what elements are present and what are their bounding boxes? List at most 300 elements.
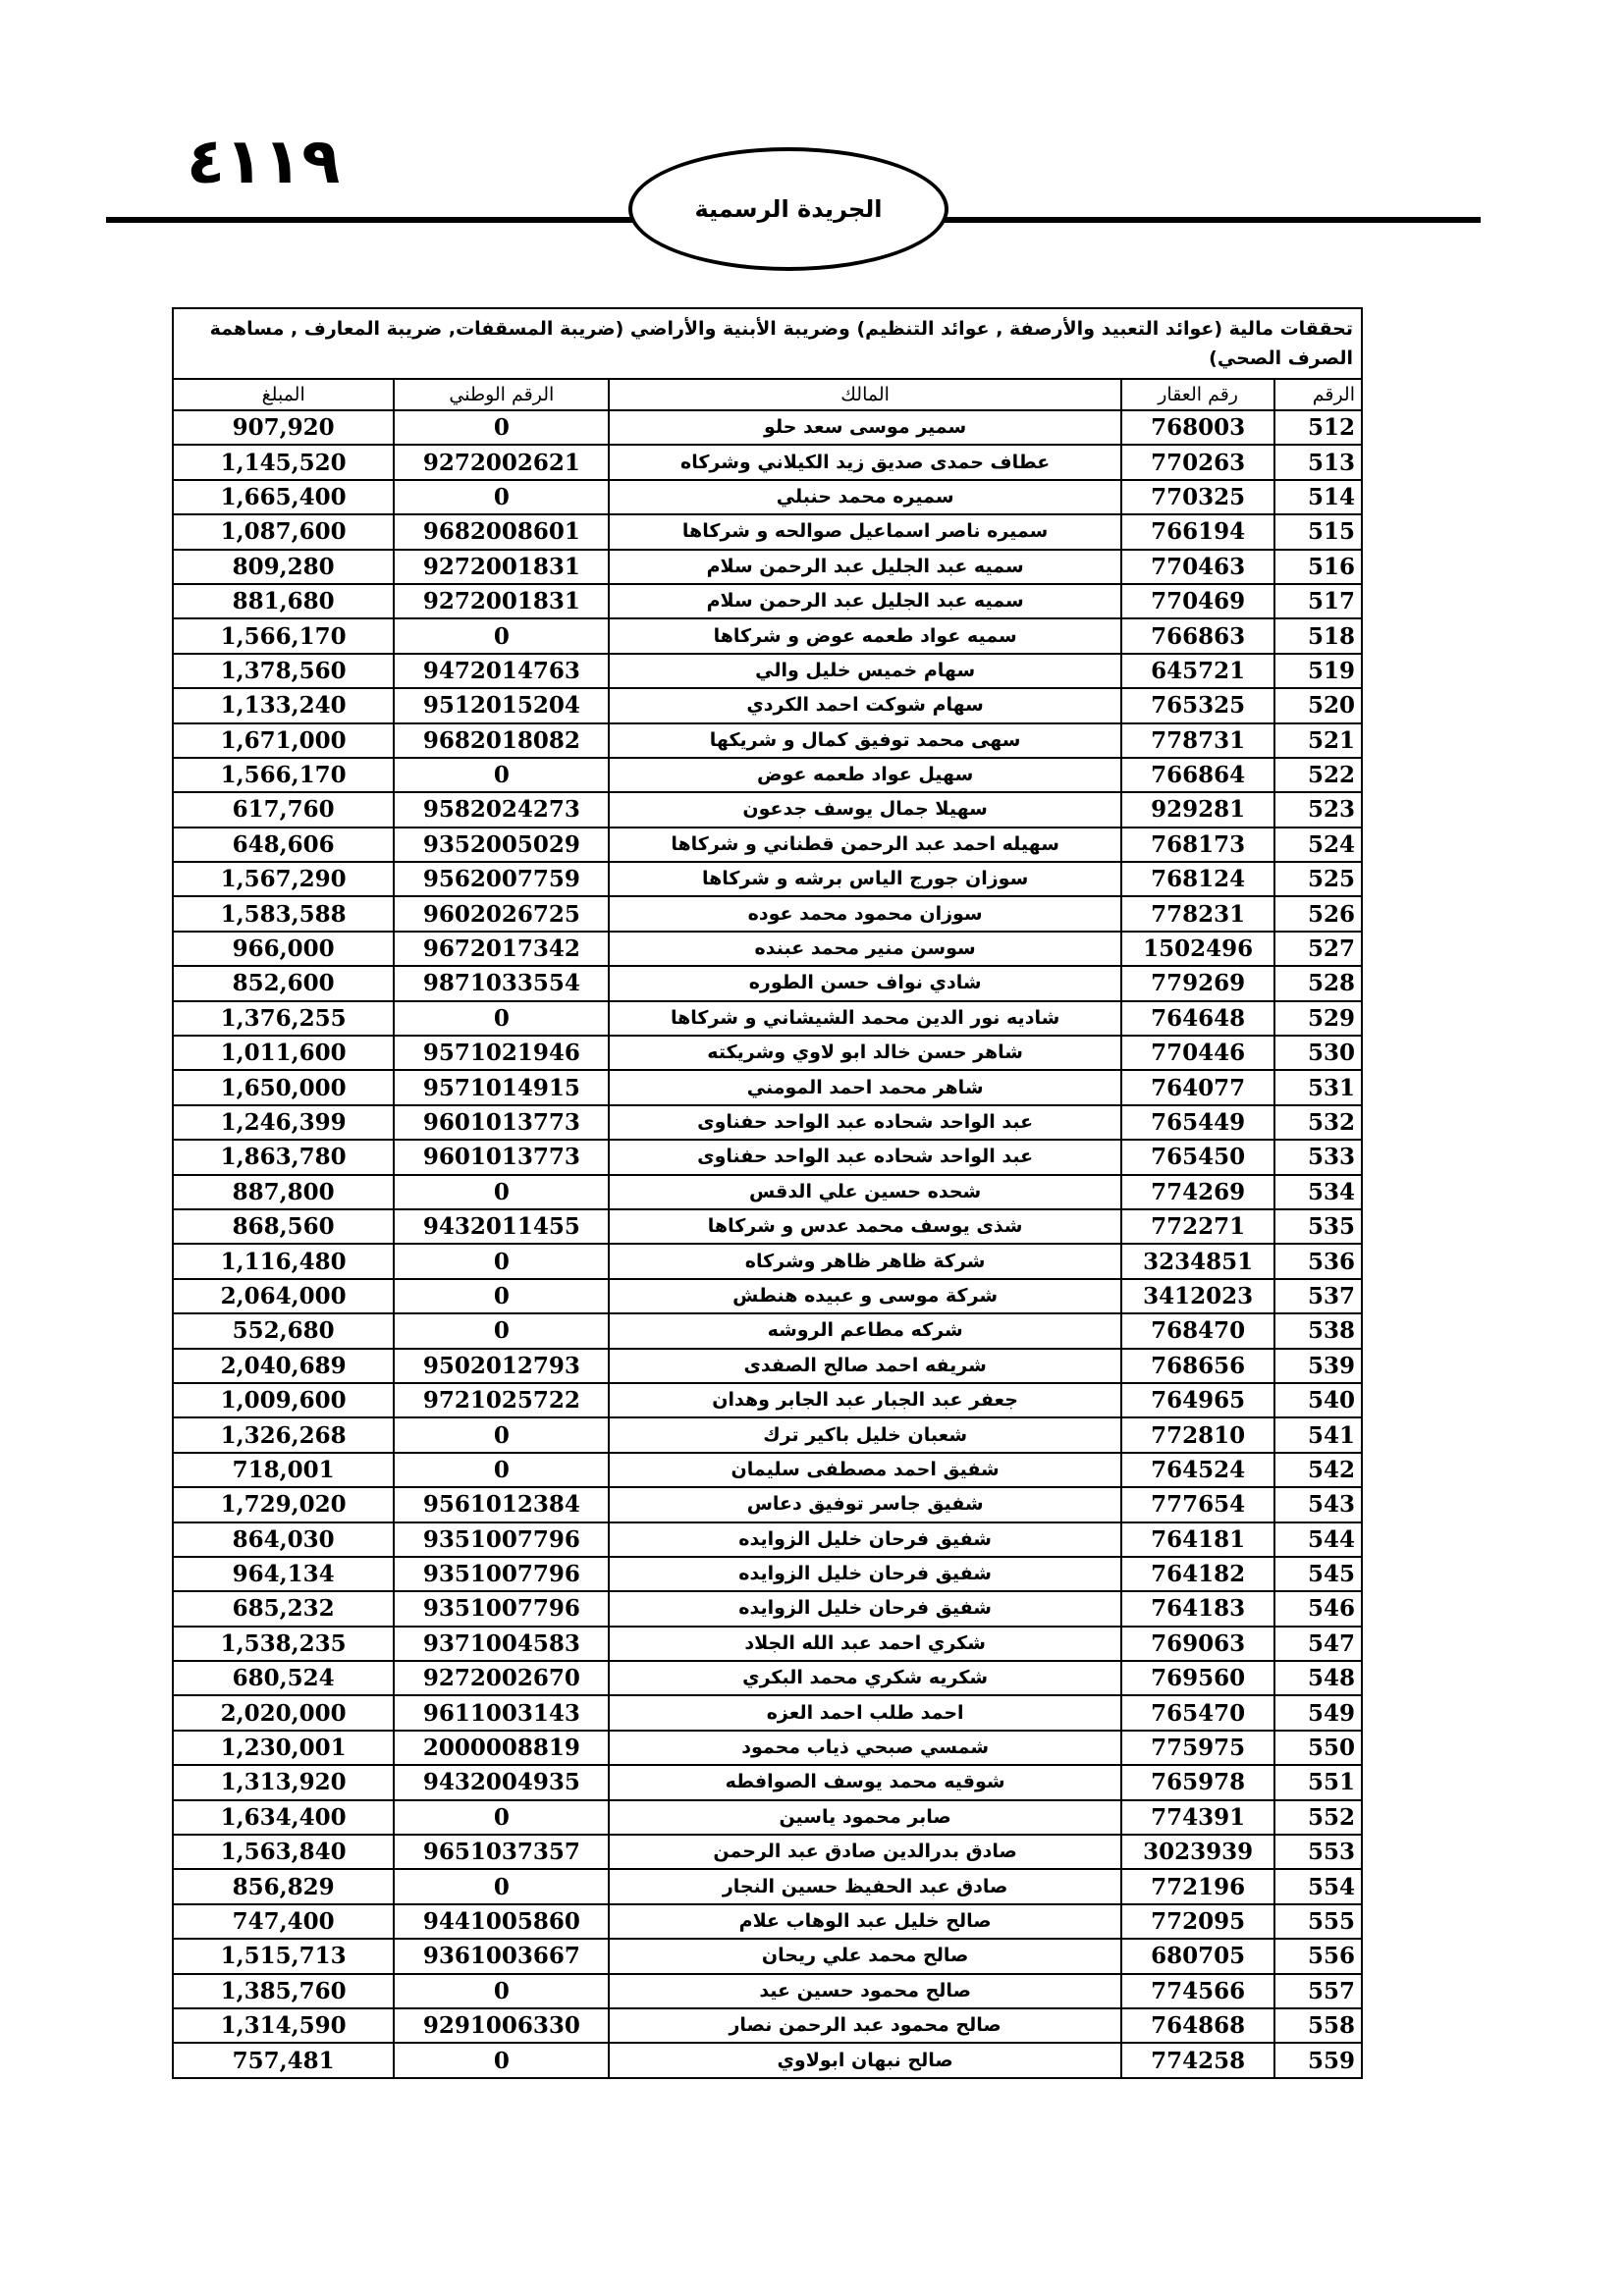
national-id: 9472014763 xyxy=(394,654,609,688)
table-body xyxy=(173,410,1362,2078)
row-index: 514 xyxy=(1274,480,1362,514)
amount: 1,515,713 xyxy=(173,1939,394,1973)
amount: 1,145,520 xyxy=(173,445,394,479)
national-id: 0 xyxy=(394,1279,609,1313)
table-row xyxy=(173,1140,1362,1174)
amount: 1,729,020 xyxy=(173,1487,394,1522)
table-row xyxy=(173,1244,1362,1278)
owner-name: سهيل عواد طعمه عوض xyxy=(609,758,1121,792)
national-id: 0 xyxy=(394,480,609,514)
row-index: 535 xyxy=(1274,1209,1362,1244)
table-caption: تحققات مالية (عوائد التعبيد والأرصفة , عوائد التنظيم) وضريبة الأبنية والأراضي (ضريبة المسقفات, ضريبة المعارف , مساهمة الصرف الصحي) xyxy=(173,308,1362,379)
national-id: 9371004583 xyxy=(394,1627,609,1661)
row-index: 541 xyxy=(1274,1417,1362,1452)
owner-name: سهام خميس خليل والي xyxy=(609,654,1121,688)
owner-name: شمسي صبحي ذياب محمود xyxy=(609,1731,1121,1765)
amount: 1,563,840 xyxy=(173,1835,394,1869)
national-id: 0 xyxy=(394,758,609,792)
column-header-owner: المالك xyxy=(609,379,1121,410)
row-index: 557 xyxy=(1274,1974,1362,2008)
owner-name: سميره محمد حنبلي xyxy=(609,480,1121,514)
table-row xyxy=(173,2043,1362,2077)
table-row xyxy=(173,1001,1362,1036)
amount: 685,232 xyxy=(173,1591,394,1626)
table-row xyxy=(173,1417,1362,1452)
amount: 2,064,000 xyxy=(173,1279,394,1313)
row-index: 558 xyxy=(1274,2008,1362,2043)
row-index: 542 xyxy=(1274,1453,1362,1487)
row-index: 527 xyxy=(1274,932,1362,966)
owner-name: شفيق فرحان خليل الزوايده xyxy=(609,1522,1121,1557)
owner-name: شعبان خليل باكير ترك xyxy=(609,1417,1121,1452)
owner-name: سهيلا جمال يوسف جدعون xyxy=(609,792,1121,827)
property-number: 766863 xyxy=(1121,618,1274,653)
amount: 1,634,400 xyxy=(173,1800,394,1835)
property-number: 768003 xyxy=(1121,410,1274,445)
amount: 1,566,170 xyxy=(173,618,394,653)
table-row xyxy=(173,1661,1362,1695)
amount: 1,671,000 xyxy=(173,723,394,758)
property-number: 764182 xyxy=(1121,1557,1274,1591)
row-index: 524 xyxy=(1274,828,1362,862)
national-id: 9571014915 xyxy=(394,1070,609,1104)
amount: 1,009,600 xyxy=(173,1383,394,1417)
owner-name: صادق عبد الحفيظ حسين النجار xyxy=(609,1869,1121,1903)
owner-name: شكري احمد عبد الله الجلاد xyxy=(609,1627,1121,1661)
national-id: 9871033554 xyxy=(394,966,609,1000)
national-id: 9571021946 xyxy=(394,1036,609,1070)
row-index: 528 xyxy=(1274,966,1362,1000)
property-number: 768124 xyxy=(1121,862,1274,896)
amount: 1,376,255 xyxy=(173,1001,394,1036)
row-index: 543 xyxy=(1274,1487,1362,1522)
national-id: 9562007759 xyxy=(394,862,609,896)
property-number: 777654 xyxy=(1121,1487,1274,1522)
owner-name: سميه عبد الجليل عبد الرحمن سلام xyxy=(609,584,1121,618)
property-number: 768173 xyxy=(1121,828,1274,862)
national-id: 9272002621 xyxy=(394,445,609,479)
owner-name: شاهر محمد احمد المومني xyxy=(609,1070,1121,1104)
national-id: 9291006330 xyxy=(394,2008,609,2043)
national-id: 9672017342 xyxy=(394,932,609,966)
amount: 1,665,400 xyxy=(173,480,394,514)
national-id: 9561012384 xyxy=(394,1487,609,1522)
national-id: 9601013773 xyxy=(394,1105,609,1140)
national-id: 9682018082 xyxy=(394,723,609,758)
table-row xyxy=(173,1105,1362,1140)
owner-name: شاديه نور الدين محمد الشيشاني و شركاها xyxy=(609,1001,1121,1036)
table-row xyxy=(173,1070,1362,1104)
owner-name: سهى محمد توفيق كمال و شريكها xyxy=(609,723,1121,758)
table-row xyxy=(173,1522,1362,1557)
owner-name: صالح محمد علي ريحان xyxy=(609,1939,1121,1973)
national-id: 9272001831 xyxy=(394,584,609,618)
table-row xyxy=(173,862,1362,896)
owner-name: صالح خليل عبد الوهاب علام xyxy=(609,1904,1121,1939)
table-row xyxy=(173,758,1362,792)
national-id: 9351007796 xyxy=(394,1591,609,1626)
property-number: 770325 xyxy=(1121,480,1274,514)
national-id: 9611003143 xyxy=(394,1695,609,1730)
row-index: 544 xyxy=(1274,1522,1362,1557)
table-row xyxy=(173,1487,1362,1522)
owner-name: شركه مطاعم الروشه xyxy=(609,1313,1121,1348)
amount: 1,538,235 xyxy=(173,1627,394,1661)
national-id: 0 xyxy=(394,618,609,653)
property-number: 764181 xyxy=(1121,1522,1274,1557)
financial-claims-table xyxy=(172,307,1363,2079)
owner-name: سمير موسى سعد حلو xyxy=(609,410,1121,445)
table-row xyxy=(173,1695,1362,1730)
owner-name: شوقيه محمد يوسف الصوافطه xyxy=(609,1765,1121,1799)
owner-name: شركة موسى و عبيده هنطش xyxy=(609,1279,1121,1313)
owner-name: صالح محمود حسين عيد xyxy=(609,1974,1121,2008)
amount: 747,400 xyxy=(173,1904,394,1939)
property-number: 778231 xyxy=(1121,896,1274,931)
national-id: 9351007796 xyxy=(394,1557,609,1591)
row-index: 537 xyxy=(1274,1279,1362,1313)
property-number: 772271 xyxy=(1121,1209,1274,1244)
owner-name: شفيق فرحان خليل الزوايده xyxy=(609,1591,1121,1626)
owner-name: شريفه احمد صالح الصفدى xyxy=(609,1349,1121,1383)
table-row xyxy=(173,932,1362,966)
amount: 852,600 xyxy=(173,966,394,1000)
amount: 856,829 xyxy=(173,1869,394,1903)
row-index: 536 xyxy=(1274,1244,1362,1278)
amount: 1,314,590 xyxy=(173,2008,394,2043)
owner-name: شفيق جاسر توفيق دعاس xyxy=(609,1487,1121,1522)
national-id: 0 xyxy=(394,1453,609,1487)
row-index: 546 xyxy=(1274,1591,1362,1626)
owner-name: شحده حسين علي الدقس xyxy=(609,1175,1121,1209)
table-row xyxy=(173,1869,1362,1903)
owner-name: صالح محمود عبد الرحمن نصار xyxy=(609,2008,1121,2043)
national-id: 9601013773 xyxy=(394,1140,609,1174)
amount: 881,680 xyxy=(173,584,394,618)
owner-name: صالح نبهان ابولاوي xyxy=(609,2043,1121,2077)
gazette-title-oval xyxy=(628,147,948,271)
table-row xyxy=(173,1349,1362,1383)
row-index: 517 xyxy=(1274,584,1362,618)
national-id: 9352005029 xyxy=(394,828,609,862)
national-id: 9721025722 xyxy=(394,1383,609,1417)
national-id: 0 xyxy=(394,1800,609,1835)
property-number: 765450 xyxy=(1121,1140,1274,1174)
table-row xyxy=(173,723,1362,758)
table-row xyxy=(173,1591,1362,1626)
owner-name: صابر محمود ياسين xyxy=(609,1800,1121,1835)
table-row xyxy=(173,410,1362,445)
table-row xyxy=(173,480,1362,514)
amount: 617,760 xyxy=(173,792,394,827)
row-index: 534 xyxy=(1274,1175,1362,1209)
property-number: 3023939 xyxy=(1121,1835,1274,1869)
amount: 1,863,780 xyxy=(173,1140,394,1174)
property-number: 768470 xyxy=(1121,1313,1274,1348)
property-number: 764648 xyxy=(1121,1001,1274,1036)
table-row xyxy=(173,618,1362,653)
amount: 2,020,000 xyxy=(173,1695,394,1730)
property-number: 764965 xyxy=(1121,1383,1274,1417)
row-index: 515 xyxy=(1274,514,1362,549)
row-index: 516 xyxy=(1274,550,1362,584)
page-number: ٤١١٩ xyxy=(187,126,341,198)
table-row xyxy=(173,550,1362,584)
row-index: 522 xyxy=(1274,758,1362,792)
property-number: 779269 xyxy=(1121,966,1274,1000)
row-index: 513 xyxy=(1274,445,1362,479)
owner-name: شفيق احمد مصطفى سليمان xyxy=(609,1453,1121,1487)
table-row xyxy=(173,584,1362,618)
national-id: 0 xyxy=(394,1417,609,1452)
amount: 1,650,000 xyxy=(173,1070,394,1104)
amount: 1,246,399 xyxy=(173,1105,394,1140)
table-header-row xyxy=(173,379,1362,410)
table-row xyxy=(173,1383,1362,1417)
property-number: 772810 xyxy=(1121,1417,1274,1452)
property-number: 772095 xyxy=(1121,1904,1274,1939)
table-caption-row xyxy=(173,308,1362,379)
amount: 1,326,268 xyxy=(173,1417,394,1452)
row-index: 523 xyxy=(1274,792,1362,827)
column-header-index: الرقم xyxy=(1274,379,1362,410)
row-index: 525 xyxy=(1274,862,1362,896)
property-number: 769560 xyxy=(1121,1661,1274,1695)
row-index: 559 xyxy=(1274,2043,1362,2077)
national-id: 9512015204 xyxy=(394,688,609,722)
row-index: 530 xyxy=(1274,1036,1362,1070)
row-index: 521 xyxy=(1274,723,1362,758)
property-number: 3234851 xyxy=(1121,1244,1274,1278)
row-index: 553 xyxy=(1274,1835,1362,1869)
property-number: 770446 xyxy=(1121,1036,1274,1070)
property-number: 764868 xyxy=(1121,2008,1274,2043)
table-row xyxy=(173,1036,1362,1070)
row-index: 556 xyxy=(1274,1939,1362,1973)
property-number: 766194 xyxy=(1121,514,1274,549)
national-id: 0 xyxy=(394,1974,609,2008)
national-id: 9272002670 xyxy=(394,1661,609,1695)
owner-name: عبد الواحد شحاده عبد الواحد حفناوى xyxy=(609,1140,1121,1174)
table-row xyxy=(173,1279,1362,1313)
column-header-amount: المبلغ xyxy=(173,379,394,410)
national-id: 9682008601 xyxy=(394,514,609,549)
property-number: 774566 xyxy=(1121,1974,1274,2008)
table-row xyxy=(173,828,1362,862)
property-number: 645721 xyxy=(1121,654,1274,688)
amount: 1,313,920 xyxy=(173,1765,394,1799)
amount: 2,040,689 xyxy=(173,1349,394,1383)
national-id: 9441005860 xyxy=(394,1904,609,1939)
national-id: 0 xyxy=(394,2043,609,2077)
national-id: 9582024273 xyxy=(394,792,609,827)
national-id: 0 xyxy=(394,1175,609,1209)
property-number: 775975 xyxy=(1121,1731,1274,1765)
column-header-property: رقم العقار xyxy=(1121,379,1274,410)
table-row xyxy=(173,1939,1362,1973)
column-header-national-id: الرقم الوطني xyxy=(394,379,609,410)
table-row xyxy=(173,1731,1362,1765)
table-row xyxy=(173,2008,1362,2043)
amount: 1,133,240 xyxy=(173,688,394,722)
row-index: 518 xyxy=(1274,618,1362,653)
property-number: 772196 xyxy=(1121,1869,1274,1903)
national-id: 9432004935 xyxy=(394,1765,609,1799)
owner-name: جعفر عبد الجبار عبد الجابر وهدان xyxy=(609,1383,1121,1417)
national-id: 9361003667 xyxy=(394,1939,609,1973)
gazette-title: الجريدة الرسمية xyxy=(694,195,883,223)
owner-name: شفيق فرحان خليل الزوايده xyxy=(609,1557,1121,1591)
owner-name: صادق بدرالدين صادق عبد الرحمن xyxy=(609,1835,1121,1869)
table-row xyxy=(173,792,1362,827)
row-index: 548 xyxy=(1274,1661,1362,1695)
row-index: 529 xyxy=(1274,1001,1362,1036)
row-index: 538 xyxy=(1274,1313,1362,1348)
property-number: 765470 xyxy=(1121,1695,1274,1730)
owner-name: سميه عبد الجليل عبد الرحمن سلام xyxy=(609,550,1121,584)
owner-name: شكريه شكري محمد البكري xyxy=(609,1661,1121,1695)
owner-name: احمد طلب احمد العزه xyxy=(609,1695,1121,1730)
owner-name: سوزان جورج الياس برشه و شركاها xyxy=(609,862,1121,896)
table-row xyxy=(173,654,1362,688)
table-row xyxy=(173,1800,1362,1835)
amount: 1,116,480 xyxy=(173,1244,394,1278)
amount: 868,560 xyxy=(173,1209,394,1244)
amount: 757,481 xyxy=(173,2043,394,2077)
national-id: 9651037357 xyxy=(394,1835,609,1869)
national-id: 9272001831 xyxy=(394,550,609,584)
table-row xyxy=(173,896,1362,931)
amount: 718,001 xyxy=(173,1453,394,1487)
table-row xyxy=(173,1313,1362,1348)
row-index: 545 xyxy=(1274,1557,1362,1591)
table-row xyxy=(173,1209,1362,1244)
table-row xyxy=(173,688,1362,722)
amount: 1,087,600 xyxy=(173,514,394,549)
national-id: 9351007796 xyxy=(394,1522,609,1557)
owner-name: سهيله احمد عبد الرحمن قطناني و شركاها xyxy=(609,828,1121,862)
row-index: 540 xyxy=(1274,1383,1362,1417)
property-number: 1502496 xyxy=(1121,932,1274,966)
row-index: 551 xyxy=(1274,1765,1362,1799)
owner-name: سميره ناصر اسماعيل صوالحه و شركاها xyxy=(609,514,1121,549)
amount: 552,680 xyxy=(173,1313,394,1348)
amount: 1,378,560 xyxy=(173,654,394,688)
owner-name: سوسن منير محمد عبنده xyxy=(609,932,1121,966)
owner-name: عطاف حمدى صديق زيد الكيلاني وشركاه xyxy=(609,445,1121,479)
owner-name: شاهر حسن خالد ابو لاوي وشريكته xyxy=(609,1036,1121,1070)
property-number: 774391 xyxy=(1121,1800,1274,1835)
national-id: 0 xyxy=(394,410,609,445)
row-index: 550 xyxy=(1274,1731,1362,1765)
amount: 680,524 xyxy=(173,1661,394,1695)
table-row xyxy=(173,1627,1362,1661)
table-row xyxy=(173,1453,1362,1487)
amount: 1,011,600 xyxy=(173,1036,394,1070)
row-index: 519 xyxy=(1274,654,1362,688)
row-index: 533 xyxy=(1274,1140,1362,1174)
property-number: 929281 xyxy=(1121,792,1274,827)
property-number: 770463 xyxy=(1121,550,1274,584)
owner-name: سهام شوكت احمد الكردي xyxy=(609,688,1121,722)
owner-name: عبد الواحد شحاده عبد الواحد حفناوى xyxy=(609,1105,1121,1140)
row-index: 520 xyxy=(1274,688,1362,722)
row-index: 549 xyxy=(1274,1695,1362,1730)
national-id: 9602026725 xyxy=(394,896,609,931)
amount: 1,385,760 xyxy=(173,1974,394,2008)
table-row xyxy=(173,1835,1362,1869)
table-row xyxy=(173,514,1362,549)
row-index: 531 xyxy=(1274,1070,1362,1104)
amount: 964,134 xyxy=(173,1557,394,1591)
property-number: 778731 xyxy=(1121,723,1274,758)
property-number: 3412023 xyxy=(1121,1279,1274,1313)
national-id: 0 xyxy=(394,1869,609,1903)
property-number: 774258 xyxy=(1121,2043,1274,2077)
table-row xyxy=(173,966,1362,1000)
amount: 809,280 xyxy=(173,550,394,584)
table-row xyxy=(173,1557,1362,1591)
amount: 907,920 xyxy=(173,410,394,445)
property-number: 766864 xyxy=(1121,758,1274,792)
owner-name: سميه عواد طعمه عوض و شركاها xyxy=(609,618,1121,653)
owner-name: شركة ظاهر ظاهر وشركاه xyxy=(609,1244,1121,1278)
owner-name: شادي نواف حسن الطوره xyxy=(609,966,1121,1000)
amount: 1,566,170 xyxy=(173,758,394,792)
row-index: 552 xyxy=(1274,1800,1362,1835)
property-number: 765449 xyxy=(1121,1105,1274,1140)
row-index: 554 xyxy=(1274,1869,1362,1903)
property-number: 764077 xyxy=(1121,1070,1274,1104)
amount: 1,583,588 xyxy=(173,896,394,931)
property-number: 764524 xyxy=(1121,1453,1274,1487)
property-number: 769063 xyxy=(1121,1627,1274,1661)
owner-name: شذى يوسف محمد عدس و شركاها xyxy=(609,1209,1121,1244)
row-index: 555 xyxy=(1274,1904,1362,1939)
row-index: 539 xyxy=(1274,1349,1362,1383)
national-id: 0 xyxy=(394,1001,609,1036)
property-number: 680705 xyxy=(1121,1939,1274,1973)
row-index: 532 xyxy=(1274,1105,1362,1140)
amount: 864,030 xyxy=(173,1522,394,1557)
national-id: 0 xyxy=(394,1313,609,1348)
table-row xyxy=(173,1175,1362,1209)
table-row xyxy=(173,445,1362,479)
owner-name: سوزان محمود محمد عوده xyxy=(609,896,1121,931)
table-row xyxy=(173,1974,1362,2008)
table-row xyxy=(173,1765,1362,1799)
property-number: 765978 xyxy=(1121,1765,1274,1799)
property-number: 774269 xyxy=(1121,1175,1274,1209)
property-number: 770469 xyxy=(1121,584,1274,618)
property-number: 765325 xyxy=(1121,688,1274,722)
amount: 648,606 xyxy=(173,828,394,862)
property-number: 770263 xyxy=(1121,445,1274,479)
national-id: 9502012793 xyxy=(394,1349,609,1383)
amount: 1,230,001 xyxy=(173,1731,394,1765)
amount: 1,567,290 xyxy=(173,862,394,896)
row-index: 547 xyxy=(1274,1627,1362,1661)
amount: 887,800 xyxy=(173,1175,394,1209)
property-number: 768656 xyxy=(1121,1349,1274,1383)
table-row xyxy=(173,1904,1362,1939)
national-id: 9432011455 xyxy=(394,1209,609,1244)
row-index: 512 xyxy=(1274,410,1362,445)
national-id: 0 xyxy=(394,1244,609,1278)
row-index: 526 xyxy=(1274,896,1362,931)
amount: 966,000 xyxy=(173,932,394,966)
national-id: 2000008819 xyxy=(394,1731,609,1765)
